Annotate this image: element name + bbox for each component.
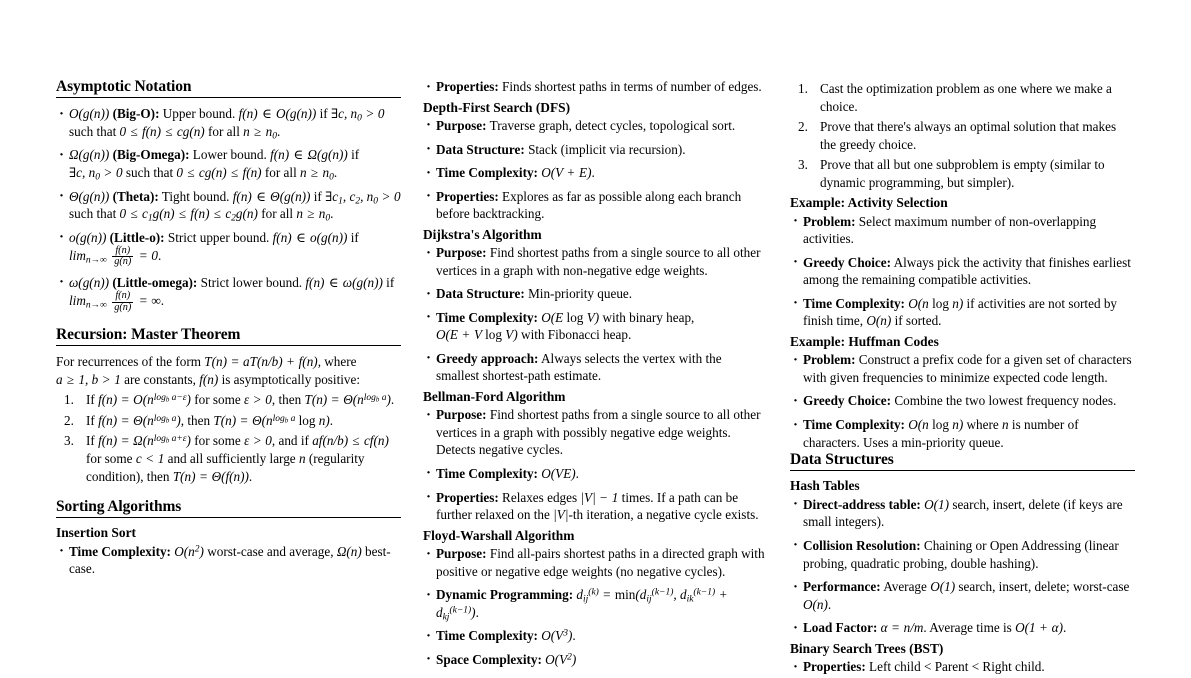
- list-item: [56, 229, 401, 268]
- master-theorem-cases: [56, 391, 401, 485]
- subsection-heading-huffman-codes: Example: Huffman Codes: [790, 333, 939, 349]
- math-n: n: [298, 451, 306, 467]
- math-case2-rhs: $T(n) = \Theta(n^{log_b a}$ log n): [213, 412, 330, 428]
- item-label: Dynamic Programming:: [436, 587, 574, 603]
- list-item: · Time Complexity: $O(V^3)$.: [423, 627, 768, 645]
- item-text: Left child < Parent < Right child.: [869, 659, 1045, 675]
- list-item: · Load Factor: α = n/m. Average time is O(1 + α).: [790, 619, 1135, 637]
- activity-selection-list: [790, 213, 1135, 330]
- section-rule: [56, 517, 401, 518]
- enum-item: If $f(n) = O(n^{log_b a-\varepsilon})$ for some ε > 0, then $T(n) = \Theta(n^{log_b a})$.: [86, 392, 395, 408]
- math-case3-lhs: $f(n) = \Omega(n^{log_b a+\varepsilon})$: [98, 433, 191, 449]
- enum-item: If $f(n) = \Omega(n^{log_b a+\varepsilon})$ for some ε > 0, and if af(n/b) ≤ cf(n) for some c < 1 and all sufficiently large n (regularity condition), then T(n) = Θ(f(n)).: [86, 433, 389, 484]
- list-item: · Performance: Average O(1) search, insert, delete; worst-case O(n).: [790, 578, 1135, 613]
- math-o1: O(1): [930, 579, 956, 595]
- math-vminus1: |V| − 1: [580, 489, 619, 505]
- list-item: [423, 350, 768, 385]
- item-text: Find shortest paths from a single source to all other vertices in a graph with non-negative edge weights.: [436, 245, 761, 278]
- math-o1: O(1): [924, 496, 950, 512]
- math-big-omega: Ω(g(n)): [69, 147, 110, 163]
- item-text: Tight bound.: [161, 188, 230, 204]
- item-tail: for all: [208, 123, 240, 139]
- subsection-heading-dijkstra: Dijkstra's Algorithm: [423, 226, 542, 242]
- math-regularity: af(n/b) ≤ cf(n): [312, 433, 389, 449]
- list-item: · Time Complexity: O(n log n) where n is number of characters. Uses a min-priority queue.: [790, 416, 1135, 451]
- item-conj: if: [319, 106, 328, 122]
- item-label: Load Factor:: [803, 620, 878, 636]
- math-ov3: $O(V^3)$: [541, 628, 573, 644]
- math-exists: $\exists c_1$, $c_2$, $n_0 > 0$: [325, 188, 401, 206]
- column-left: [56, 78, 401, 626]
- math-recurrence: T(n) = aT(n/b) + f(n): [204, 354, 318, 370]
- item-text: Finds shortest paths in terms of number of edges.: [502, 79, 762, 94]
- subsection-heading-dfs: Depth-First Search (DFS): [423, 99, 571, 115]
- list-item: [423, 651, 768, 669]
- item-label: Direct-address table:: [803, 496, 921, 512]
- item-label: Greedy Choice:: [803, 393, 892, 409]
- math-case3-rhs: T(n) = Θ(f(n)): [172, 468, 249, 484]
- item-conj: if: [313, 188, 322, 204]
- math-expr: f(n) ∈ ω(g(n)): [305, 274, 383, 290]
- list-item: · Time Complexity: $O(n^2)$ worst-case and average, Ω(n) best-case.: [56, 543, 401, 578]
- item-label: Data Structure:: [436, 286, 525, 302]
- item-label: Problem:: [803, 352, 856, 368]
- enum-item: Cast the optimization problem as one where we make a choice.: [820, 81, 1112, 114]
- item-cont: such that: [69, 206, 117, 222]
- item-label: Time Complexity:: [436, 309, 538, 325]
- math-big-o: O(g(n)): [69, 106, 110, 122]
- list-item: [790, 351, 1135, 386]
- floyd-warshall-list: [423, 545, 768, 668]
- math-ove: O(V + E): [541, 165, 592, 181]
- math-limit: $\lim_{n\to\infty}$ $\frac{f(n)}{g(n)}$ = 0: [69, 245, 158, 268]
- item-label: Data Structure:: [436, 141, 525, 157]
- list-item: · Time Complexity: O(VE).: [423, 465, 768, 483]
- item-label: Time Complexity:: [436, 165, 538, 181]
- math-elogv: O(E log V): [541, 309, 600, 325]
- math-onlogn: O(n log n): [908, 295, 964, 311]
- item-label: Properties:: [436, 188, 499, 204]
- subsection-heading-insertion-sort: Insertion Sort: [56, 525, 136, 541]
- item-label: Purpose:: [436, 245, 487, 261]
- section-heading: Sorting Algorithms: [56, 498, 182, 516]
- asymptotic-list: [56, 105, 401, 313]
- huffman-codes-list: [790, 351, 1135, 451]
- math-theta: Θ(g(n)): [69, 188, 110, 204]
- item-label: Properties:: [803, 659, 866, 675]
- section-data-structures: [790, 451, 1135, 676]
- math-ov2: $O(V^2)$: [545, 651, 577, 667]
- list-item: [56, 105, 401, 140]
- item-text: Always pick the activity that finishes earliest among the remaining compatible activities.: [803, 254, 1131, 288]
- item-label: Properties:: [436, 489, 499, 505]
- item-label: Purpose:: [436, 546, 487, 562]
- math-expr: f(n) ∈ Θ(g(n)): [232, 188, 311, 204]
- period: .: [276, 123, 281, 139]
- math-ove2: O(VE): [541, 465, 576, 481]
- math-o1alpha: O(1 + α): [1015, 620, 1063, 636]
- list-item: [56, 188, 401, 223]
- math-case2-lhs: $f(n) = \Theta(n^{log_b a})$: [98, 412, 181, 428]
- math-constants: a ≥ 1, b > 1: [56, 371, 121, 387]
- math-expr: f(n) ∈ o(g(n)): [272, 229, 348, 245]
- item-text: Find all-pairs shortest paths in a directed graph with positive or negative edge weights (no negative cycles).: [436, 546, 765, 579]
- subsection-heading-bst: Binary Search Trees (BST): [790, 640, 944, 656]
- list-item: · Properties: Relaxes edges |V| − 1 times. If a path can be further relaxed on the |V|-th iteration, a negative cycle exists.: [423, 489, 768, 524]
- item-label: Properties:: [436, 79, 499, 94]
- math-onlogn: O(n log n): [908, 417, 964, 433]
- bfs-properties-orphan: [423, 78, 768, 96]
- math-on: O(n): [803, 596, 828, 612]
- math-fn: f(n): [199, 371, 219, 387]
- item-label: (Theta):: [112, 188, 159, 204]
- section-rule: [56, 97, 401, 98]
- item-label: Collision Resolution:: [803, 537, 921, 553]
- dijkstra-list: [423, 244, 768, 385]
- math-exists: ∃c, $n_0 > 0$: [330, 106, 385, 124]
- item-text: Explores as far as possible along each branch before backtracking.: [436, 188, 742, 222]
- math-nge: $n \ge n_0$: [243, 123, 277, 142]
- subsection-heading-floyd-warshall: Floyd-Warshall Algorithm: [423, 527, 575, 543]
- subsection-heading-activity-selection: Example: Activity Selection: [790, 195, 948, 211]
- math-omega-n: Ω(n): [336, 543, 362, 559]
- math-expr: f(n) ∈ O(g(n)): [238, 106, 317, 122]
- item-text: Select maximum number of non-overlapping activities.: [803, 213, 1097, 247]
- item-label: (Little-omega):: [112, 274, 198, 290]
- list-item: [423, 141, 768, 159]
- item-text: Traverse graph, detect cycles, topological sort.: [489, 117, 736, 133]
- item-label: Time Complexity:: [436, 628, 538, 644]
- item-label: Time Complexity:: [803, 295, 905, 311]
- section-heading: Asymptotic Notation: [56, 78, 192, 95]
- subsection-heading-hash-tables: Hash Tables: [790, 478, 860, 494]
- item-text: Chaining or Open Addressing (linear probing, quadratic probing, double hashing).: [803, 537, 1119, 571]
- math-little-o: o(g(n)): [69, 229, 107, 245]
- item-text: Find shortest paths from a single source to all other vertices in a graph with possibly negative edge weights. Detects negative cycles.: [436, 407, 761, 458]
- item-text: Combine the two lowest frequency nodes.: [894, 393, 1117, 409]
- master-theorem-intro: For recurrences of the form T(n) = aT(n/b) + f(n), where a ≥ 1, b > 1 are constants, f(n) is asymptotically positive:: [56, 354, 361, 387]
- item-label: (Big-Omega):: [112, 147, 190, 163]
- period: .: [330, 206, 334, 222]
- column-right: [790, 78, 1135, 675]
- list-item: [423, 244, 768, 279]
- list-item: [790, 658, 1135, 676]
- math-case1-rhs: $T(n) = \Theta(n^{log_b a})$: [304, 392, 391, 408]
- math-eps: ε > 0: [244, 392, 272, 408]
- greedy-steps-orphan: [790, 80, 1135, 191]
- math-n: n: [1002, 417, 1009, 433]
- section-master-theorem: [56, 326, 401, 485]
- section-sorting-algorithms: [56, 498, 401, 578]
- item-label: Greedy approach:: [436, 350, 539, 366]
- item-cont: such that: [125, 165, 174, 180]
- bellman-ford-list: [423, 406, 768, 523]
- math-dp-recurrence: $d_{ij}^{(k)} = \min(d_{ij}^{(k-1)}$, $d_{ik}^{(k-1)}$ +: [576, 587, 727, 605]
- math-case1-lhs: $f(n) = O(n^{log_b a-\varepsilon})$: [98, 392, 191, 408]
- item-text: Min-priority queue.: [528, 286, 633, 302]
- list-item: [423, 545, 768, 580]
- list-item: [790, 537, 1135, 572]
- item-text: Always selects the vertex with the smallest shortest-path estimate.: [436, 350, 722, 384]
- item-label: (Big-O):: [112, 106, 160, 122]
- list-item: [423, 78, 768, 96]
- math-nge: $n \ge n_0$: [300, 165, 334, 183]
- item-text: Strict upper bound.: [167, 229, 270, 245]
- list-item: [423, 188, 768, 223]
- item-tail: for all: [264, 165, 297, 180]
- item-label: Purpose:: [436, 407, 487, 423]
- math-dp-recurrence-cont: $d_{kj}^{(k-1)}$): [436, 604, 476, 623]
- item-label: Performance:: [803, 579, 881, 595]
- section-rule: [790, 470, 1135, 471]
- item-label: Time Complexity:: [69, 543, 171, 559]
- list-item: [790, 254, 1135, 289]
- list-item: · Time Complexity: O(E log V) with binary heap, O(E + V log V) with Fibonacci heap.: [423, 309, 768, 344]
- item-text: Stack (implicit via recursion).: [528, 141, 686, 157]
- item-label: Time Complexity:: [436, 465, 538, 481]
- math-on: O(n): [866, 313, 892, 329]
- item-cont: such that: [69, 123, 117, 139]
- math-nge: $n \ge n_0$: [296, 206, 331, 224]
- math-vth: |V|: [553, 507, 569, 523]
- item-text: Construct a prefix code for a given set of characters with given frequencies to minimize expected code length.: [803, 352, 1132, 385]
- math-alpha: α = n/m: [880, 620, 924, 636]
- math-bound: 0 ≤ cg(n) ≤ f(n): [176, 165, 262, 180]
- item-label: Time Complexity:: [803, 417, 905, 433]
- item-tail: for all: [261, 206, 294, 222]
- section-heading: Recursion: Master Theorem: [56, 325, 241, 343]
- math-e-vlogv: O(E + V log V): [436, 327, 518, 343]
- list-item: [423, 285, 768, 303]
- math-c: c < 1: [135, 451, 165, 467]
- math-expr: f(n) ∈ Ω(g(n)): [270, 147, 348, 163]
- list-item: · Dynamic Programming: $d_{ij}^{(k)} = \min(d_{ij}^{(k-1)}$, $d_{ik}^{(k-1)} + d_{kj}^{(k-1)}$).: [423, 586, 768, 621]
- list-item: [423, 117, 768, 135]
- math-eps: ε > 0: [244, 433, 272, 449]
- item-label: Problem:: [803, 213, 856, 229]
- math-little-omega: ω(g(n)): [69, 274, 110, 290]
- list-item: · Time Complexity: O(V + E).: [423, 164, 768, 182]
- item-text: Strict lower bound.: [200, 274, 303, 290]
- math-limit: $\lim_{n\to\infty}$ $\frac{f(n)}{g(n)}$ = ∞: [69, 290, 161, 313]
- math-exists: ∃c, $n_0 > 0$: [69, 165, 123, 183]
- enum-item: Prove that all but one subproblem is empty (similar to dynamic programming, but simpler).: [820, 157, 1105, 190]
- list-item: [423, 406, 768, 459]
- item-conj: if: [351, 147, 360, 163]
- list-item: [790, 392, 1135, 410]
- section-rule: [56, 345, 401, 346]
- list-item: [56, 146, 401, 181]
- column-middle: [423, 78, 768, 667]
- list-item: [790, 213, 1135, 248]
- item-label: Purpose:: [436, 117, 487, 133]
- math-bound: $0 \le c_1g(n) \le f(n) \le c_2g(n)$: [119, 206, 258, 224]
- subsection-heading-bellman-ford: Bellman-Ford Algorithm: [423, 388, 566, 404]
- list-item: [56, 274, 401, 313]
- insertion-sort-list: [56, 543, 401, 578]
- item-label: Greedy Choice:: [803, 254, 892, 270]
- period: .: [333, 165, 338, 180]
- enum-item: If $f(n) = \Theta(n^{log_b a})$, then $T(n) = \Theta(n^{log_b a}$ log n).: [86, 412, 334, 428]
- dfs-list: [423, 117, 768, 223]
- item-label: Space Complexity:: [436, 651, 542, 667]
- item-label: (Little-o):: [109, 229, 165, 245]
- hash-tables-list: [790, 496, 1135, 637]
- three-column-layout: [56, 78, 1145, 675]
- period: .: [157, 248, 162, 264]
- math-on2: $O(n^2)$: [174, 543, 204, 559]
- item-conj: if: [350, 229, 359, 245]
- enum-item: Prove that there's always an optimal solution that makes the greedy choice.: [820, 119, 1117, 152]
- period: .: [160, 293, 165, 309]
- item-text: Lower bound.: [192, 147, 267, 163]
- list-item: · Time Complexity: O(n log n) if activities are not sorted by finish time, O(n) if sorted.: [790, 295, 1135, 330]
- section-asymptotic-notation: [56, 78, 401, 313]
- bst-list: [790, 658, 1135, 676]
- item-text: Upper bound.: [162, 106, 236, 122]
- list-item: · Direct-address table: O(1) search, insert, delete (if keys are small integers).: [790, 496, 1135, 531]
- section-heading: Data Structures: [790, 451, 894, 469]
- item-conj: if: [386, 274, 395, 290]
- math-bound: 0 ≤ f(n) ≤ cg(n): [119, 123, 205, 139]
